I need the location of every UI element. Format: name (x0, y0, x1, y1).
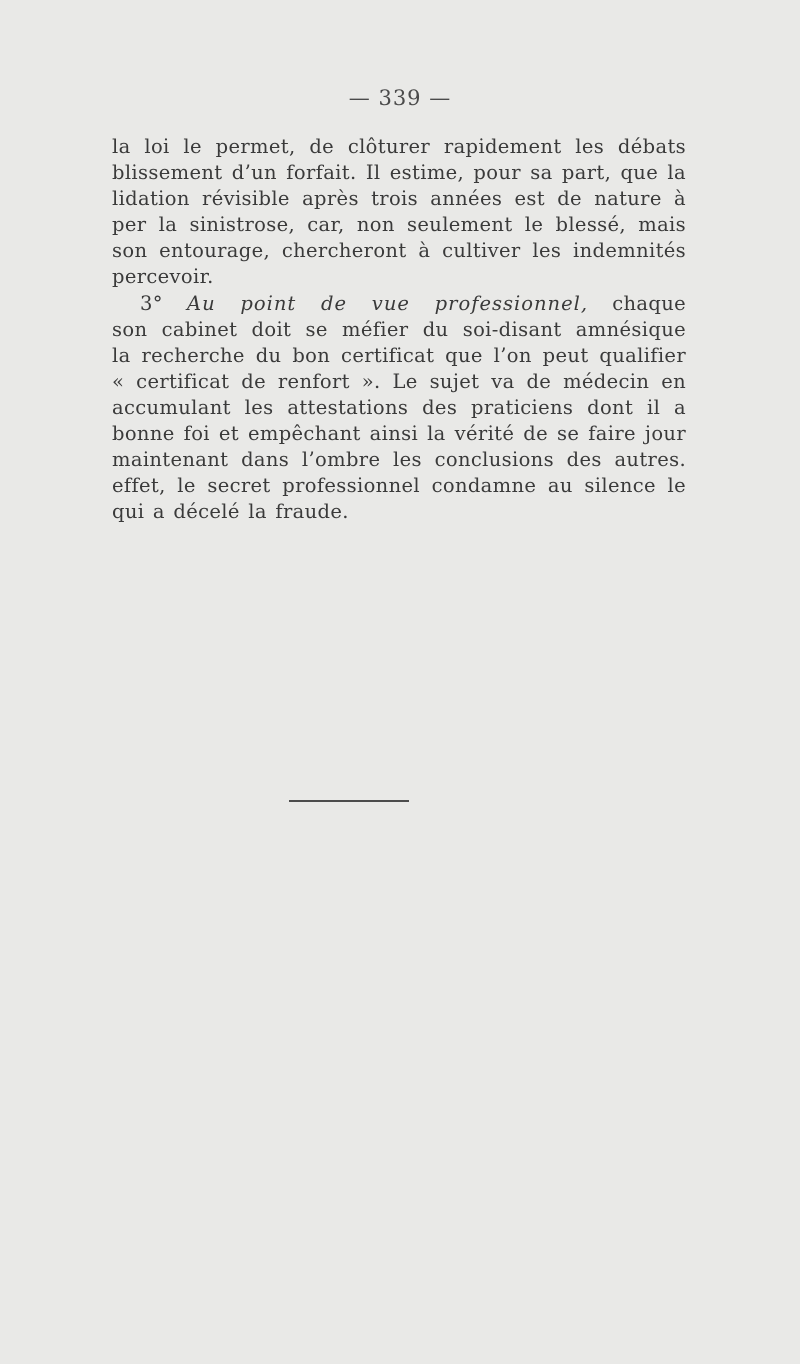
text-fragment: chaque (612, 291, 686, 315)
section-end-rule (289, 800, 409, 802)
paragraph-number: 3° (140, 291, 163, 315)
text-line: accumulant les attestations des praticiens dont il a (112, 395, 686, 419)
text-line: son entourage, chercheront à cultiver les indemnités (112, 239, 686, 263)
text-line: percevoir. (112, 265, 214, 289)
text-line: la loi le permet, de clôturer rapidement les débats (112, 135, 686, 158)
text-line: qui a décelé la fraude. (112, 500, 349, 524)
text-line: effet, le secret professionnel condamne au silence le (112, 474, 686, 498)
paragraph-opening-line (112, 291, 686, 317)
text-line: bonne foi et empêchant ainsi la vérité de se faire jour (112, 422, 686, 446)
text-line: la recherche du bon certificat que l’on peut qualifier (112, 343, 686, 367)
text-line: blissement d’un forfait. Il estime, pour sa part, que la (112, 161, 686, 185)
section-heading-italic: Au point de vue professionnel, (186, 291, 589, 315)
text-line: « certificat de renfort ». Le sujet va de médecin en (112, 369, 686, 393)
text-line: son cabinet doit se méfier du soi-disant amnésique (112, 317, 686, 341)
page-number: — 339 — (348, 86, 452, 110)
text-line: lidation révisible après trois années est de nature à (112, 187, 686, 211)
body-text (112, 134, 686, 525)
text-line: per la sinistrose, car, non seulement le blessé, mais (112, 213, 686, 237)
text-line: maintenant dans l’ombre les conclusions des autres. (112, 448, 686, 472)
